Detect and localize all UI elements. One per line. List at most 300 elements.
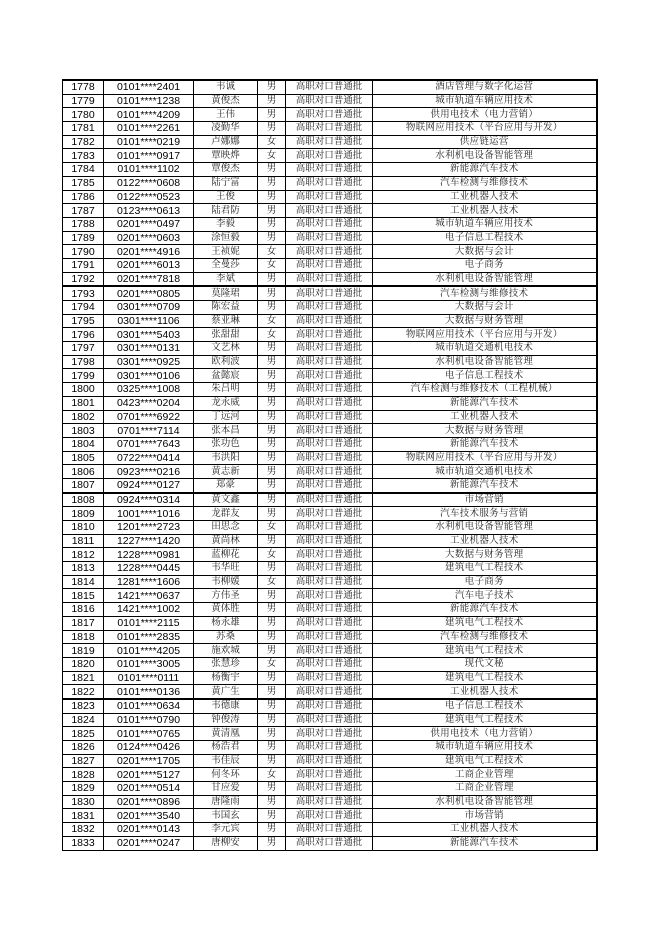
gender-cell: 男 bbox=[258, 534, 286, 548]
batch-cell: 高职对口普通批 bbox=[286, 245, 373, 259]
candidate-id-cell: 0101****0634 bbox=[104, 699, 194, 713]
row-number-cell: 1793 bbox=[63, 286, 104, 300]
major-cell: 城市轨道车辆应用技术 bbox=[373, 94, 597, 108]
row-number-cell: 1810 bbox=[63, 521, 104, 535]
gender-cell: 男 bbox=[258, 589, 286, 603]
name-cell: 黄志新 bbox=[194, 465, 258, 479]
row-number-cell: 1781 bbox=[63, 122, 104, 136]
major-cell: 汽车检测与维修技术 bbox=[373, 630, 597, 644]
major-cell: 建筑电气工程技术 bbox=[373, 713, 597, 727]
row-number-cell: 1797 bbox=[63, 342, 104, 356]
table-row bbox=[63, 149, 597, 163]
candidate-id-cell: 0301****0106 bbox=[104, 369, 194, 383]
gender-cell: 女 bbox=[258, 575, 286, 589]
batch-cell: 高职对口普通批 bbox=[286, 342, 373, 356]
batch-cell: 高职对口普通批 bbox=[286, 217, 373, 231]
major-cell: 工业机器人技术 bbox=[373, 685, 597, 699]
table-row bbox=[63, 727, 597, 741]
candidate-id-cell: 0124****0426 bbox=[104, 741, 194, 755]
candidate-id-cell: 1228****0981 bbox=[104, 548, 194, 562]
major-cell: 市场营销 bbox=[373, 809, 597, 823]
row-number-cell: 1811 bbox=[63, 534, 104, 548]
candidate-id-cell: 0201****0143 bbox=[104, 823, 194, 837]
batch-cell: 高职对口普通批 bbox=[286, 176, 373, 190]
row-number-cell: 1827 bbox=[63, 754, 104, 768]
major-cell: 汽车检测与维修技术（工程机械） bbox=[373, 383, 597, 397]
major-cell: 电子商务 bbox=[373, 575, 597, 589]
candidate-id-cell: 0101****4205 bbox=[104, 644, 194, 658]
major-cell: 工业机器人技术 bbox=[373, 190, 597, 204]
name-cell: 黄体胜 bbox=[194, 603, 258, 617]
row-number-cell: 1804 bbox=[63, 437, 104, 451]
gender-cell: 男 bbox=[258, 493, 286, 507]
major-cell: 水利机电设备智能管理 bbox=[373, 149, 597, 163]
major-cell: 电子信息工程技术 bbox=[373, 369, 597, 383]
batch-cell: 高职对口普通批 bbox=[286, 314, 373, 328]
candidate-id-cell: 0923****0216 bbox=[104, 465, 194, 479]
table-row bbox=[63, 548, 597, 562]
batch-cell: 高职对口普通批 bbox=[286, 451, 373, 465]
major-cell: 建筑电气工程技术 bbox=[373, 562, 597, 576]
table-row bbox=[63, 355, 597, 369]
gender-cell: 男 bbox=[258, 383, 286, 397]
table-row bbox=[63, 809, 597, 823]
table-row bbox=[63, 534, 597, 548]
gender-cell: 男 bbox=[258, 823, 286, 837]
row-number-cell: 1789 bbox=[63, 231, 104, 245]
gender-cell: 男 bbox=[258, 754, 286, 768]
gender-cell: 男 bbox=[258, 507, 286, 521]
batch-cell: 高职对口普通批 bbox=[286, 795, 373, 809]
major-cell: 建筑电气工程技术 bbox=[373, 644, 597, 658]
batch-cell: 高职对口普通批 bbox=[286, 507, 373, 521]
candidate-id-cell: 0701****7114 bbox=[104, 424, 194, 438]
row-number-cell: 1809 bbox=[63, 507, 104, 521]
name-cell: 何冬环 bbox=[194, 768, 258, 782]
row-number-cell: 1833 bbox=[63, 836, 104, 850]
gender-cell: 男 bbox=[258, 286, 286, 300]
row-number-cell: 1780 bbox=[63, 108, 104, 122]
name-cell: 郑豪 bbox=[194, 478, 258, 492]
gender-cell: 男 bbox=[258, 231, 286, 245]
row-number-cell: 1803 bbox=[63, 424, 104, 438]
name-cell: 蓝柳花 bbox=[194, 548, 258, 562]
table-row bbox=[63, 493, 597, 507]
batch-cell: 高职对口普通批 bbox=[286, 589, 373, 603]
row-number-cell: 1814 bbox=[63, 575, 104, 589]
gender-cell: 男 bbox=[258, 451, 286, 465]
batch-cell: 高职对口普通批 bbox=[286, 163, 373, 177]
gender-cell: 男 bbox=[258, 342, 286, 356]
admission-list-sheet bbox=[62, 79, 596, 851]
candidate-id-cell: 0722****0414 bbox=[104, 451, 194, 465]
batch-cell: 高职对口普通批 bbox=[286, 644, 373, 658]
row-number-cell: 1825 bbox=[63, 727, 104, 741]
gender-cell: 男 bbox=[258, 163, 286, 177]
batch-cell: 高职对口普通批 bbox=[286, 493, 373, 507]
table-row bbox=[63, 836, 597, 850]
table-row bbox=[63, 231, 597, 245]
name-cell: 田思念 bbox=[194, 521, 258, 535]
row-number-cell: 1812 bbox=[63, 548, 104, 562]
table-row bbox=[63, 644, 597, 658]
candidate-id-cell: 0101****0917 bbox=[104, 149, 194, 163]
row-number-cell: 1796 bbox=[63, 328, 104, 342]
table-row bbox=[63, 122, 597, 136]
row-number-cell: 1792 bbox=[63, 272, 104, 286]
row-number-cell: 1786 bbox=[63, 190, 104, 204]
name-cell: 李斌 bbox=[194, 272, 258, 286]
gender-cell: 男 bbox=[258, 369, 286, 383]
major-cell: 大数据与会计 bbox=[373, 245, 597, 259]
name-cell: 欧利波 bbox=[194, 355, 258, 369]
batch-cell: 高职对口普通批 bbox=[286, 521, 373, 535]
gender-cell: 男 bbox=[258, 272, 286, 286]
candidate-id-cell: 0201****0514 bbox=[104, 782, 194, 796]
batch-cell: 高职对口普通批 bbox=[286, 630, 373, 644]
name-cell: 蔡亚琳 bbox=[194, 314, 258, 328]
admission-table bbox=[62, 79, 598, 851]
major-cell: 工业机器人技术 bbox=[373, 204, 597, 218]
table-row bbox=[63, 383, 597, 397]
major-cell: 大数据与财务管理 bbox=[373, 314, 597, 328]
major-cell: 建筑电气工程技术 bbox=[373, 754, 597, 768]
row-number-cell: 1821 bbox=[63, 671, 104, 685]
name-cell: 黄尚林 bbox=[194, 534, 258, 548]
gender-cell: 女 bbox=[258, 245, 286, 259]
row-number-cell: 1779 bbox=[63, 94, 104, 108]
candidate-id-cell: 0101****0136 bbox=[104, 685, 194, 699]
gender-cell: 男 bbox=[258, 809, 286, 823]
batch-cell: 高职对口普通批 bbox=[286, 823, 373, 837]
table-row bbox=[63, 80, 597, 94]
batch-cell: 高职对口普通批 bbox=[286, 616, 373, 630]
major-cell: 电子信息工程技术 bbox=[373, 231, 597, 245]
gender-cell: 男 bbox=[258, 465, 286, 479]
gender-cell: 男 bbox=[258, 699, 286, 713]
candidate-id-cell: 1281****1606 bbox=[104, 575, 194, 589]
batch-cell: 高职对口普通批 bbox=[286, 369, 373, 383]
table-row bbox=[63, 328, 597, 342]
candidate-id-cell: 0924****0127 bbox=[104, 478, 194, 492]
name-cell: 王祯妮 bbox=[194, 245, 258, 259]
table-row bbox=[63, 465, 597, 479]
gender-cell: 男 bbox=[258, 644, 286, 658]
gender-cell: 男 bbox=[258, 94, 286, 108]
gender-cell: 男 bbox=[258, 685, 286, 699]
name-cell: 唐柳安 bbox=[194, 836, 258, 850]
candidate-id-cell: 0101****0111 bbox=[104, 671, 194, 685]
candidate-id-cell: 0201****0247 bbox=[104, 836, 194, 850]
major-cell: 城市轨道车辆应用技术 bbox=[373, 217, 597, 231]
candidate-id-cell: 1227****1420 bbox=[104, 534, 194, 548]
name-cell: 盆懿宸 bbox=[194, 369, 258, 383]
table-row bbox=[63, 630, 597, 644]
batch-cell: 高职对口普通批 bbox=[286, 383, 373, 397]
candidate-id-cell: 0201****0497 bbox=[104, 217, 194, 231]
candidate-id-cell: 0122****0523 bbox=[104, 190, 194, 204]
table-row bbox=[63, 741, 597, 755]
batch-cell: 高职对口普通批 bbox=[286, 355, 373, 369]
name-cell: 施欢城 bbox=[194, 644, 258, 658]
candidate-id-cell: 0301****1106 bbox=[104, 314, 194, 328]
table-row bbox=[63, 190, 597, 204]
major-cell: 供用电技术（电力营销） bbox=[373, 108, 597, 122]
gender-cell: 男 bbox=[258, 176, 286, 190]
table-row bbox=[63, 163, 597, 177]
batch-cell: 高职对口普通批 bbox=[286, 410, 373, 424]
batch-cell: 高职对口普通批 bbox=[286, 534, 373, 548]
major-cell: 供用电技术（电力营销） bbox=[373, 727, 597, 741]
row-number-cell: 1787 bbox=[63, 204, 104, 218]
table-row bbox=[63, 204, 597, 218]
name-cell: 苏桑 bbox=[194, 630, 258, 644]
row-number-cell: 1806 bbox=[63, 465, 104, 479]
batch-cell: 高职对口普通批 bbox=[286, 301, 373, 315]
major-cell: 建筑电气工程技术 bbox=[373, 616, 597, 630]
gender-cell: 男 bbox=[258, 217, 286, 231]
row-number-cell: 1813 bbox=[63, 562, 104, 576]
table-row bbox=[63, 94, 597, 108]
batch-cell: 高职对口普通批 bbox=[286, 272, 373, 286]
candidate-id-cell: 0201****4916 bbox=[104, 245, 194, 259]
major-cell: 新能源汽车技术 bbox=[373, 396, 597, 410]
name-cell: 张本昌 bbox=[194, 424, 258, 438]
name-cell: 韦德康 bbox=[194, 699, 258, 713]
candidate-id-cell: 1421****1002 bbox=[104, 603, 194, 617]
table-row bbox=[63, 217, 597, 231]
major-cell: 汽车技术服务与营销 bbox=[373, 507, 597, 521]
batch-cell: 高职对口普通批 bbox=[286, 478, 373, 492]
name-cell: 朱吕明 bbox=[194, 383, 258, 397]
row-number-cell: 1805 bbox=[63, 451, 104, 465]
candidate-id-cell: 0101****4209 bbox=[104, 108, 194, 122]
major-cell: 城市轨道交通机电技术 bbox=[373, 465, 597, 479]
gender-cell: 男 bbox=[258, 122, 286, 136]
candidate-id-cell: 0201****0896 bbox=[104, 795, 194, 809]
candidate-id-cell: 0201****0603 bbox=[104, 231, 194, 245]
table-row bbox=[63, 521, 597, 535]
batch-cell: 高职对口普通批 bbox=[286, 286, 373, 300]
gender-cell: 男 bbox=[258, 80, 286, 94]
gender-cell: 男 bbox=[258, 396, 286, 410]
candidate-id-cell: 0301****0709 bbox=[104, 301, 194, 315]
gender-cell: 男 bbox=[258, 410, 286, 424]
table-row bbox=[63, 657, 597, 671]
row-number-cell: 1807 bbox=[63, 478, 104, 492]
major-cell: 电子信息工程技术 bbox=[373, 699, 597, 713]
gender-cell: 男 bbox=[258, 782, 286, 796]
row-number-cell: 1815 bbox=[63, 589, 104, 603]
name-cell: 方伟圣 bbox=[194, 589, 258, 603]
table-row bbox=[63, 314, 597, 328]
candidate-id-cell: 0701****7643 bbox=[104, 437, 194, 451]
row-number-cell: 1831 bbox=[63, 809, 104, 823]
name-cell: 杨永雄 bbox=[194, 616, 258, 630]
candidate-id-cell: 0325****1008 bbox=[104, 383, 194, 397]
candidate-id-cell: 0101****2261 bbox=[104, 122, 194, 136]
gender-cell: 男 bbox=[258, 630, 286, 644]
batch-cell: 高职对口普通批 bbox=[286, 149, 373, 163]
name-cell: 覃映烨 bbox=[194, 149, 258, 163]
major-cell: 工商企业管理 bbox=[373, 782, 597, 796]
name-cell: 唐隆雨 bbox=[194, 795, 258, 809]
table-row bbox=[63, 369, 597, 383]
major-cell: 水利机电设备智能管理 bbox=[373, 795, 597, 809]
row-number-cell: 1817 bbox=[63, 616, 104, 630]
batch-cell: 高职对口普通批 bbox=[286, 699, 373, 713]
candidate-id-cell: 0101****2115 bbox=[104, 616, 194, 630]
row-number-cell: 1785 bbox=[63, 176, 104, 190]
row-number-cell: 1801 bbox=[63, 396, 104, 410]
batch-cell: 高职对口普通批 bbox=[286, 562, 373, 576]
candidate-id-cell: 0101****1102 bbox=[104, 163, 194, 177]
name-cell: 黄清凰 bbox=[194, 727, 258, 741]
table-row bbox=[63, 176, 597, 190]
name-cell: 全曼莎 bbox=[194, 258, 258, 272]
batch-cell: 高职对口普通批 bbox=[286, 603, 373, 617]
table-row bbox=[63, 768, 597, 782]
batch-cell: 高职对口普通批 bbox=[286, 671, 373, 685]
row-number-cell: 1784 bbox=[63, 163, 104, 177]
table-row bbox=[63, 562, 597, 576]
table-row bbox=[63, 685, 597, 699]
table-row bbox=[63, 603, 597, 617]
batch-cell: 高职对口普通批 bbox=[286, 754, 373, 768]
major-cell: 汽车检测与维修技术 bbox=[373, 286, 597, 300]
name-cell: 龙群友 bbox=[194, 507, 258, 521]
name-cell: 甘应爱 bbox=[194, 782, 258, 796]
batch-cell: 高职对口普通批 bbox=[286, 204, 373, 218]
batch-cell: 高职对口普通批 bbox=[286, 437, 373, 451]
batch-cell: 高职对口普通批 bbox=[286, 94, 373, 108]
candidate-id-cell: 1421****0637 bbox=[104, 589, 194, 603]
gender-cell: 男 bbox=[258, 741, 286, 755]
table-row bbox=[63, 451, 597, 465]
batch-cell: 高职对口普通批 bbox=[286, 231, 373, 245]
major-cell: 建筑电气工程技术 bbox=[373, 671, 597, 685]
batch-cell: 高职对口普通批 bbox=[286, 685, 373, 699]
gender-cell: 男 bbox=[258, 562, 286, 576]
row-number-cell: 1820 bbox=[63, 657, 104, 671]
row-number-cell: 1828 bbox=[63, 768, 104, 782]
name-cell: 韦洪阳 bbox=[194, 451, 258, 465]
candidate-id-cell: 0301****0131 bbox=[104, 342, 194, 356]
major-cell: 新能源汽车技术 bbox=[373, 478, 597, 492]
candidate-id-cell: 0201****6013 bbox=[104, 258, 194, 272]
gender-cell: 女 bbox=[258, 521, 286, 535]
candidate-id-cell: 1001****1016 bbox=[104, 507, 194, 521]
name-cell: 陈宏益 bbox=[194, 301, 258, 315]
name-cell: 文艺林 bbox=[194, 342, 258, 356]
name-cell: 覃俊杰 bbox=[194, 163, 258, 177]
table-row bbox=[63, 671, 597, 685]
table-row bbox=[63, 272, 597, 286]
gender-cell: 男 bbox=[258, 836, 286, 850]
row-number-cell: 1790 bbox=[63, 245, 104, 259]
gender-cell: 女 bbox=[258, 258, 286, 272]
row-number-cell: 1819 bbox=[63, 644, 104, 658]
gender-cell: 女 bbox=[258, 657, 286, 671]
batch-cell: 高职对口普通批 bbox=[286, 727, 373, 741]
batch-cell: 高职对口普通批 bbox=[286, 741, 373, 755]
row-number-cell: 1829 bbox=[63, 782, 104, 796]
major-cell: 工业机器人技术 bbox=[373, 410, 597, 424]
gender-cell: 男 bbox=[258, 355, 286, 369]
gender-cell: 男 bbox=[258, 424, 286, 438]
gender-cell: 男 bbox=[258, 603, 286, 617]
major-cell: 新能源汽车技术 bbox=[373, 836, 597, 850]
major-cell: 物联网应用技术（平台应用与开发） bbox=[373, 122, 597, 136]
name-cell: 黄广生 bbox=[194, 685, 258, 699]
table-row bbox=[63, 713, 597, 727]
gender-cell: 女 bbox=[258, 548, 286, 562]
table-row bbox=[63, 424, 597, 438]
table-row bbox=[63, 699, 597, 713]
gender-cell: 男 bbox=[258, 616, 286, 630]
name-cell: 涂恒毅 bbox=[194, 231, 258, 245]
name-cell: 韦柳媛 bbox=[194, 575, 258, 589]
candidate-id-cell: 0101****2835 bbox=[104, 630, 194, 644]
batch-cell: 高职对口普通批 bbox=[286, 396, 373, 410]
major-cell: 城市轨道交通机电技术 bbox=[373, 342, 597, 356]
batch-cell: 高职对口普通批 bbox=[286, 122, 373, 136]
batch-cell: 高职对口普通批 bbox=[286, 424, 373, 438]
name-cell: 韦佳辰 bbox=[194, 754, 258, 768]
table-row bbox=[63, 782, 597, 796]
table-row bbox=[63, 616, 597, 630]
row-number-cell: 1808 bbox=[63, 493, 104, 507]
major-cell: 现代文秘 bbox=[373, 657, 597, 671]
name-cell: 张甜甜 bbox=[194, 328, 258, 342]
batch-cell: 高职对口普通批 bbox=[286, 190, 373, 204]
gender-cell: 男 bbox=[258, 108, 286, 122]
table-row bbox=[63, 245, 597, 259]
gender-cell: 男 bbox=[258, 671, 286, 685]
name-cell: 陆君防 bbox=[194, 204, 258, 218]
name-cell: 李元宾 bbox=[194, 823, 258, 837]
name-cell: 王俊 bbox=[194, 190, 258, 204]
gender-cell: 男 bbox=[258, 795, 286, 809]
candidate-id-cell: 0101****0219 bbox=[104, 135, 194, 149]
major-cell: 工业机器人技术 bbox=[373, 534, 597, 548]
gender-cell: 男 bbox=[258, 713, 286, 727]
row-number-cell: 1818 bbox=[63, 630, 104, 644]
candidate-id-cell: 0423****0204 bbox=[104, 396, 194, 410]
candidate-id-cell: 0301****0925 bbox=[104, 355, 194, 369]
gender-cell: 女 bbox=[258, 328, 286, 342]
table-row bbox=[63, 135, 597, 149]
candidate-id-cell: 0101****3005 bbox=[104, 657, 194, 671]
major-cell: 工业机器人技术 bbox=[373, 823, 597, 837]
batch-cell: 高职对口普通批 bbox=[286, 836, 373, 850]
gender-cell: 男 bbox=[258, 190, 286, 204]
candidate-id-cell: 0123****0613 bbox=[104, 204, 194, 218]
row-number-cell: 1782 bbox=[63, 135, 104, 149]
major-cell: 汽车电子技术 bbox=[373, 589, 597, 603]
name-cell: 张功色 bbox=[194, 437, 258, 451]
gender-cell: 女 bbox=[258, 314, 286, 328]
table-row bbox=[63, 342, 597, 356]
name-cell: 韦国玄 bbox=[194, 809, 258, 823]
batch-cell: 高职对口普通批 bbox=[286, 575, 373, 589]
candidate-id-cell: 0701****6922 bbox=[104, 410, 194, 424]
major-cell: 城市轨道车辆应用技术 bbox=[373, 741, 597, 755]
candidate-id-cell: 0101****1238 bbox=[104, 94, 194, 108]
candidate-id-cell: 0924****0314 bbox=[104, 493, 194, 507]
candidate-id-cell: 1228****0445 bbox=[104, 562, 194, 576]
major-cell: 酒店管理与数字化运营 bbox=[373, 80, 597, 94]
